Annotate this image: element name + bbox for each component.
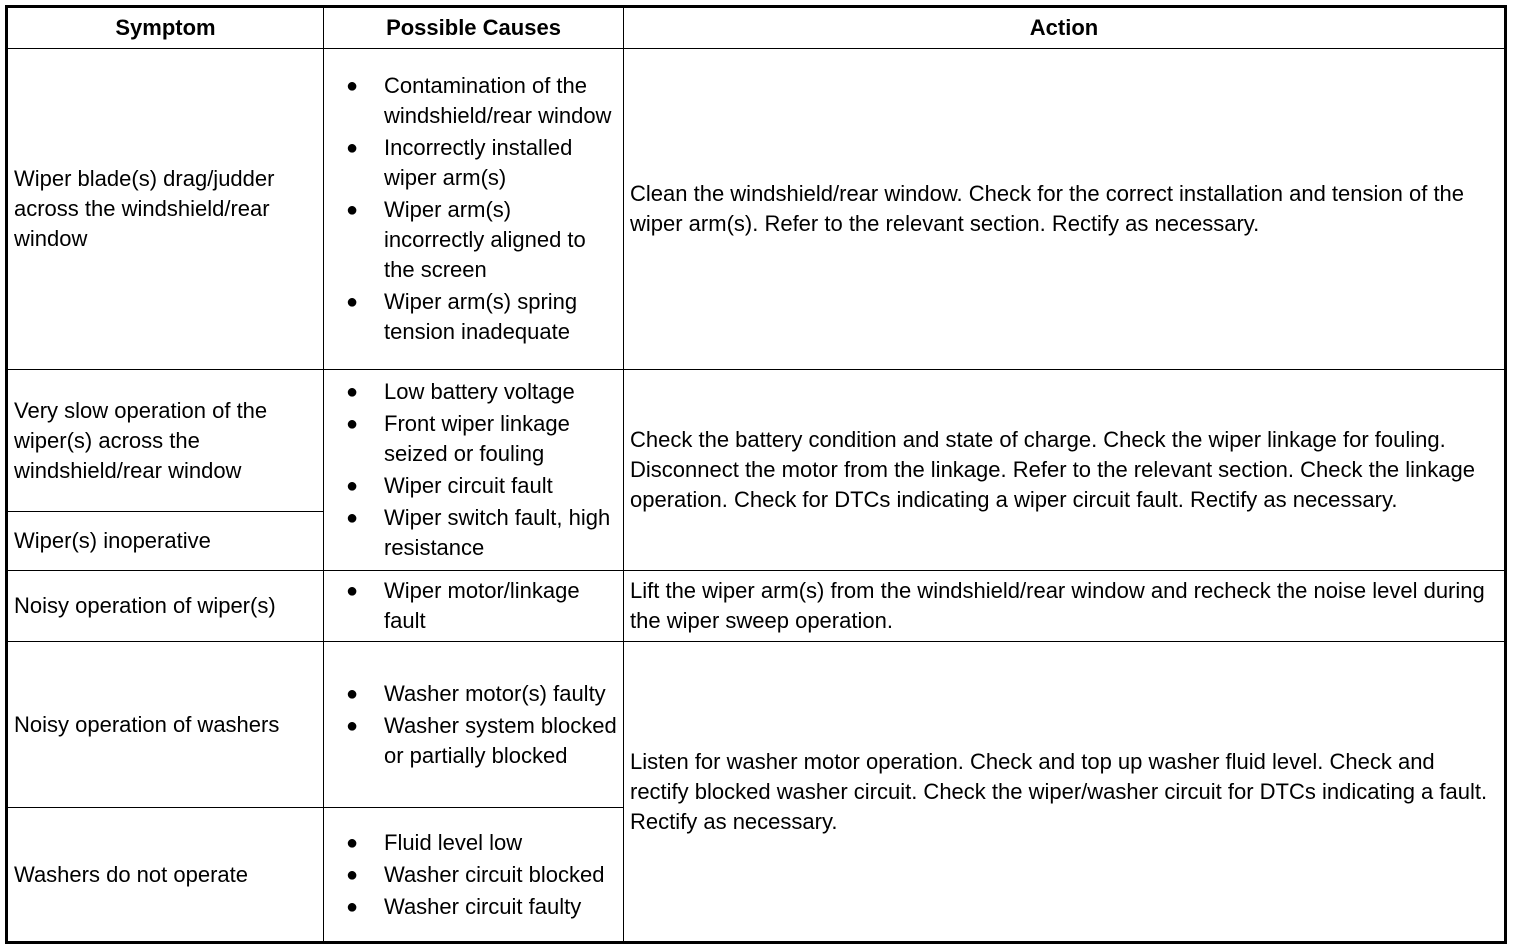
table-row <box>7 571 1506 642</box>
cause-item <box>346 828 617 858</box>
bullet-icon: ● <box>346 137 359 159</box>
bullet-icon: ● <box>346 580 359 602</box>
cause-text: Washer system blocked or partially blocked <box>384 712 617 768</box>
cause-text: Fluid level low <box>384 829 523 855</box>
symptom-cell: Washers do not operate <box>7 808 324 943</box>
header-symptom: Symptom <box>7 7 324 49</box>
cause-text: Wiper motor/linkage fault <box>384 578 580 633</box>
cause-item <box>346 377 617 407</box>
bullet-icon: ● <box>346 291 359 313</box>
cause-item <box>346 471 617 501</box>
bullet-icon: ● <box>346 199 359 221</box>
action-cell: Check the battery condition and state of charge. Check the wiper linkage for fouling. Disconnect the motor from the linkage. Refer to the relevant section. Check the linkage operation. Check for DTCs indicating a wiper circuit fault. Rectify as necessary. <box>624 370 1506 571</box>
cause-text: Washer circuit blocked <box>384 861 605 887</box>
bullet-icon: ● <box>346 475 359 497</box>
symptom-cell: Noisy operation of washers <box>7 642 324 808</box>
action-cell: Listen for washer motor operation. Check and top up washer fluid level. Check and rectify blocked washer circuit. Check the wiper/washer circuit for DTCs indicating a fault. Rectify as necessary. <box>624 642 1506 943</box>
cause-item <box>346 711 617 771</box>
cause-item <box>346 576 617 636</box>
cause-item <box>346 287 617 347</box>
cause-text: Washer circuit faulty <box>384 893 582 919</box>
bullet-icon: ● <box>346 682 359 705</box>
cause-text: Wiper arm(s) spring tension inadequate <box>384 289 578 344</box>
cause-text: Low battery voltage <box>384 379 575 404</box>
cause-text: Wiper switch fault, high resistance <box>384 505 611 560</box>
table-row <box>7 642 1506 808</box>
header-row <box>7 7 1506 49</box>
header-causes: Possible Causes <box>324 7 624 49</box>
bullet-icon: ● <box>346 831 359 854</box>
symptom-cell: Wiper(s) inoperative <box>7 512 324 571</box>
cause-item <box>346 679 617 709</box>
symptom-chart-table <box>5 5 1507 944</box>
action-cell: Lift the wiper arm(s) from the windshield/rear window and recheck the noise level during the wiper sweep operation. <box>624 571 1506 642</box>
bullet-icon: ● <box>346 714 359 737</box>
cause-item <box>346 409 617 469</box>
causes-cell <box>324 808 624 943</box>
symptom-cell: Wiper blade(s) drag/judder across the windshield/rear window <box>7 49 324 370</box>
symptom-cell: Very slow operation of the wiper(s) across the windshield/rear window <box>7 370 324 512</box>
cause-item <box>346 195 617 285</box>
bullet-icon: ● <box>346 381 359 403</box>
cause-item <box>346 503 617 563</box>
symptom-cell: Noisy operation of wiper(s) <box>7 571 324 642</box>
bullet-icon: ● <box>346 413 359 435</box>
cause-item <box>346 860 617 890</box>
table-row <box>7 49 1506 370</box>
cause-text: Wiper arm(s) incorrectly aligned to the screen <box>384 197 586 282</box>
bullet-icon: ● <box>346 507 359 529</box>
action-cell: Clean the windshield/rear window. Check for the correct installation and tension of the wiper arm(s). Refer to the relevant section. Rectify as necessary. <box>624 49 1506 370</box>
bullet-icon: ● <box>346 863 359 886</box>
bullet-icon: ● <box>346 75 359 97</box>
cause-item <box>346 71 617 131</box>
cause-item <box>346 892 617 922</box>
causes-cell <box>324 642 624 808</box>
causes-cell <box>324 49 624 370</box>
cause-text: Contamination of the windshield/rear window <box>384 73 612 128</box>
header-action: Action <box>624 7 1506 49</box>
cause-item <box>346 133 617 193</box>
cause-text: Incorrectly installed wiper arm(s) <box>384 135 573 190</box>
causes-cell <box>324 571 624 642</box>
cause-text: Wiper circuit fault <box>384 473 553 498</box>
cause-text: Front wiper linkage seized or fouling <box>384 411 570 466</box>
causes-cell <box>324 370 624 571</box>
bullet-icon: ● <box>346 895 359 918</box>
cause-text: Washer motor(s) faulty <box>384 680 606 706</box>
table-row <box>7 370 1506 512</box>
